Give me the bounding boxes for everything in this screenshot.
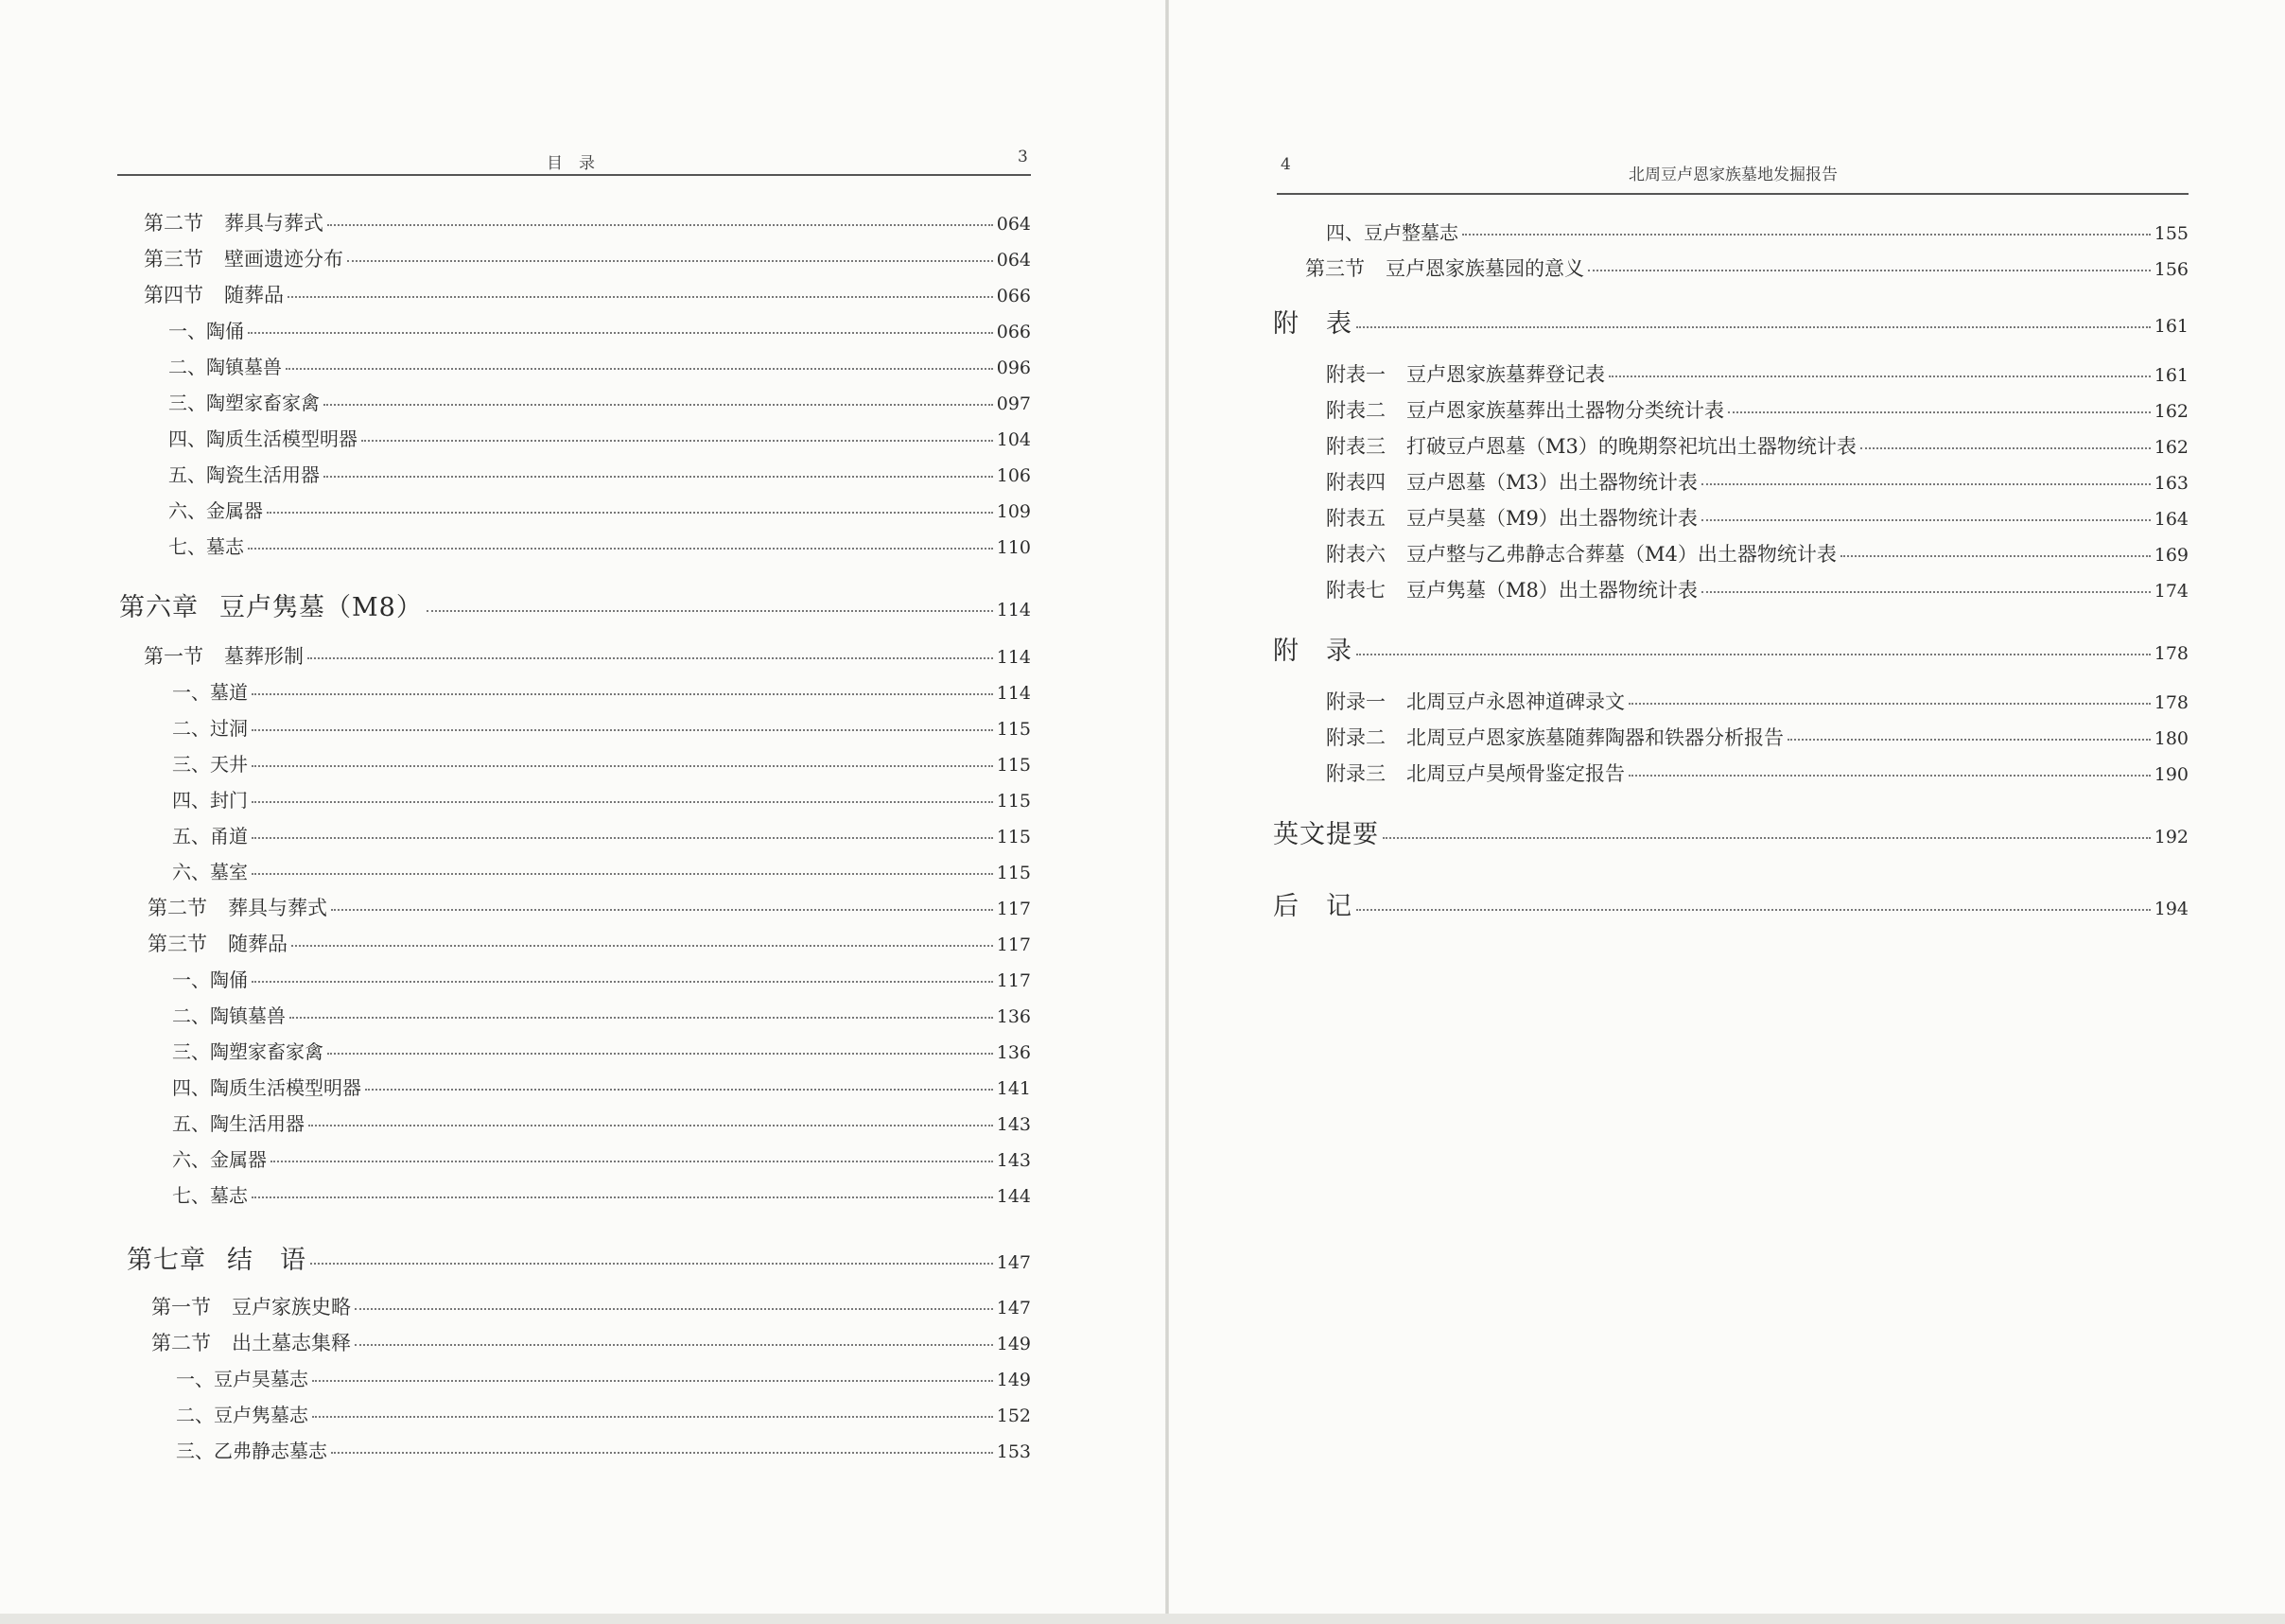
dot-leader [248,548,993,550]
toc-entry-label [172,965,248,992]
toc-entry [168,424,1031,451]
toc-entry [148,893,1031,921]
toc-entry-page-number: 149 [996,1370,1031,1390]
toc-entry [172,857,1031,884]
toc-entry-number: 附表五 [1326,507,1386,530]
toc-entry-label [1326,431,1857,460]
toc-entry-title: 豆卢隽墓（M8）出土器物统计表 [1406,579,1698,602]
toc-entry-title: 二、豆卢隽墓志 [176,1404,308,1426]
toc-entry [168,352,1031,379]
toc-entry [151,1292,1031,1320]
toc-entry [119,586,1031,623]
toc-entry-page-number: 106 [996,465,1031,486]
toc-entry-page-number: 096 [996,358,1031,378]
dot-leader [252,837,993,839]
toc-entry-label [172,1037,323,1064]
toc-entry-number: 附录二 [1326,726,1386,749]
toc-entry-number: 附录一 [1326,690,1386,713]
toc-entry-number: 第七章 [127,1246,206,1275]
right-header-title: 北周豆卢恩家族墓地发掘报告 [1629,166,1838,184]
dot-leader [1629,775,2151,777]
toc-entry-title: 一、墓道 [172,681,248,704]
toc-entry-page-number: 143 [996,1114,1031,1135]
dot-leader [252,693,993,695]
toc-entry [172,749,1031,777]
toc-entry-label [172,857,248,884]
right-header-rule [1277,193,2189,195]
dot-leader [1629,703,2151,705]
right-page [1169,0,2285,1608]
toc-entry-page-number: 178 [2154,692,2189,713]
toc-entry-label [144,208,323,236]
toc-entry-title: 北周豆卢恩家族墓随葬陶器和铁器分析报告 [1406,726,1784,749]
toc-entry [176,1400,1031,1427]
toc-entry-number: 附表四 [1326,471,1386,494]
toc-entry-number: 附录三 [1326,762,1386,785]
toc-entry-page-number: 097 [996,393,1031,414]
toc-entry-title: 豆卢恩家族墓园的意义 [1386,257,1584,280]
left-page-number: 3 [1018,148,1028,166]
scan-bottom-edge [0,1614,2285,1624]
toc-entry-title: 五、陶瓷生活用器 [168,463,320,486]
toc-entry-page-number: 149 [996,1334,1031,1354]
toc-entry-label [176,1364,308,1391]
toc-entry-label [1273,303,1352,340]
toc-entry-page-number: 178 [2154,643,2189,664]
dot-leader [1609,375,2151,377]
toc-entry-title: 出土墓志集释 [232,1332,351,1354]
dot-leader [310,1263,993,1265]
toc-entry-label [1326,723,1784,751]
toc-entry-title: 葬具与葬式 [228,897,327,919]
toc-entry-page-number: 141 [996,1078,1031,1099]
dot-leader [312,1416,993,1418]
toc-entry-page-number: 143 [996,1150,1031,1171]
toc-entry-page-number: 192 [2154,827,2189,847]
toc-entry-page-number: 066 [996,286,1031,306]
toc-entry [148,929,1031,957]
toc-entry-label [148,893,327,921]
toc-entry-page-number: 115 [996,863,1031,883]
toc-entry-number: 附表一 [1326,363,1386,386]
dot-leader [289,1017,993,1019]
toc-entry-number: 第二节 [144,212,203,235]
toc-entry-label [172,1073,361,1100]
toc-entry [1326,395,2189,424]
toc-entry-label [1326,218,1458,245]
toc-entry-title: 豆卢家族史略 [232,1296,351,1318]
toc-entry-title: 豆卢昊墓（M9）出土器物统计表 [1406,507,1698,530]
toc-entry-label [127,1239,306,1276]
toc-entry-page-number: 180 [2154,728,2189,749]
toc-entry [1326,218,2189,245]
toc-entry-title: 随葬品 [228,933,288,955]
toc-entry-label [172,1144,267,1172]
toc-entry [168,460,1031,487]
dot-leader [355,1308,993,1310]
dot-leader [1462,234,2151,236]
toc-entry-title: 三、陶塑家畜家禽 [168,392,320,414]
toc-entry-page-number: 117 [996,970,1031,991]
dot-leader [1860,447,2151,449]
toc-entry-title: 一、豆卢昊墓志 [176,1368,308,1390]
toc-entry-title: 豆卢恩家族墓葬登记表 [1406,363,1605,386]
toc-entry [127,1239,1031,1276]
toc-entry-label [144,641,304,670]
toc-entry-page-number: 152 [996,1406,1031,1426]
toc-entry-label [168,532,244,559]
dot-leader [248,332,993,334]
toc-entry-page-number: 115 [996,791,1031,812]
toc-entry-page-number: 161 [2154,316,2189,337]
toc-entry-label [1326,467,1698,496]
toc-entry-page-number: 144 [996,1186,1031,1207]
toc-entry [1273,303,2189,340]
toc-entry [1273,813,2189,850]
toc-entry [1326,467,2189,496]
toc-entry [172,677,1031,705]
toc-entry-page-number: 162 [2154,401,2189,422]
dot-leader [1701,591,2151,593]
dot-leader [312,1380,993,1382]
toc-entry-page-number: 114 [996,600,1031,620]
toc-entry-number: 第一节 [144,645,203,668]
toc-entry-label [168,388,320,415]
toc-entry-title: 四、封门 [172,789,248,812]
dot-leader [286,368,993,370]
toc-entry-number: 第二节 [148,897,207,919]
toc-entry-title: 五、甬道 [172,825,248,847]
toc-entry-label [119,586,423,623]
toc-entry-page-number: 114 [996,683,1031,704]
toc-entry [1326,759,2189,787]
toc-entry [144,244,1031,272]
dot-leader [355,1344,993,1346]
toc-entry [172,1109,1031,1136]
toc-entry-label [168,496,263,523]
toc-entry-label [1326,359,1605,388]
toc-entry-page-number: 114 [996,647,1031,668]
dot-leader [327,224,993,226]
toc-entry-label [1326,539,1837,568]
toc-entry-title: 六、墓室 [172,861,248,883]
toc-entry-page-number: 163 [2154,473,2189,494]
toc-entry-title: 五、陶生活用器 [172,1112,305,1135]
dot-leader [323,476,993,478]
toc-entry-title: 北周豆卢永恩神道碑录文 [1406,690,1625,713]
left-header-title: 目 录 [547,154,595,173]
toc-entry-label [168,460,320,487]
toc-entry-page-number: 117 [996,934,1031,955]
toc-entry [172,1180,1031,1208]
toc-entry [168,388,1031,415]
toc-entry [168,496,1031,523]
toc-entry-label [151,1292,351,1320]
right-page-number: 4 [1281,155,1291,174]
toc-entry-title: 豆卢恩墓（M3）出土器物统计表 [1406,471,1698,494]
toc-entry-label [1273,885,1352,922]
toc-entry-page-number: 174 [2154,581,2189,602]
toc-entry-page-number: 194 [2154,899,2189,919]
toc-entry-title: 三、天井 [172,753,248,776]
toc-entry-title: 一、陶俑 [168,320,244,342]
toc-entry-number: 第六章 [119,593,199,622]
toc-entry-page-number: 147 [996,1252,1031,1273]
dot-leader [361,440,993,442]
toc-entry-page-number: 161 [2154,365,2189,386]
toc-entry [172,1001,1031,1028]
dot-leader [288,296,993,298]
toc-entry-page-number: 169 [2154,545,2189,566]
toc-entry-label [1273,630,1352,667]
dot-leader [1728,411,2151,413]
toc-entry-label [1273,813,1379,850]
toc-entry [1326,723,2189,751]
toc-entry-title: 六、金属器 [172,1148,267,1171]
toc-entry-page-number: 115 [996,755,1031,776]
toc-entry-page-number: 156 [2154,259,2189,280]
dot-leader [252,981,993,983]
dot-leader [252,729,993,731]
toc-entry-number: 第三节 [1305,257,1365,280]
toc-entry-title: 后 记 [1273,892,1352,921]
toc-entry-label [172,1180,248,1208]
dot-leader [267,512,993,514]
dot-leader [365,1089,993,1091]
toc-entry [1326,539,2189,568]
toc-entry-page-number: 064 [996,214,1031,235]
dot-leader [252,765,993,767]
dot-leader [427,610,993,612]
toc-entry-number: 第一节 [151,1296,211,1318]
toc-entry-label [172,821,248,848]
toc-entry-number: 附表七 [1326,579,1386,602]
toc-entry [144,280,1031,308]
toc-entry [172,713,1031,741]
dot-leader [323,404,993,406]
toc-entry-label [168,424,358,451]
toc-entry [1273,630,2189,667]
toc-entry-number: 第三节 [148,933,207,955]
toc-entry-page-number: 155 [2154,223,2189,244]
toc-entry-title: 附 表 [1273,309,1352,339]
dot-leader [252,873,993,875]
toc-entry-number: 第三节 [144,248,203,271]
toc-entry-label [1326,759,1625,787]
toc-entry [172,1073,1031,1100]
toc-entry [1326,431,2189,460]
toc-entry [1326,687,2189,715]
toc-entry-title: 四、陶质生活模型明器 [172,1076,361,1099]
dot-leader [1383,837,2151,839]
toc-entry-number: 第二节 [151,1332,211,1354]
toc-entry [172,1144,1031,1172]
dot-leader [1356,909,2151,911]
toc-entry-title: 英文提要 [1273,820,1379,849]
toc-entry-number: 附表三 [1326,435,1386,458]
toc-entry-title: 葬具与葬式 [224,212,323,235]
dot-leader [1356,654,2151,655]
left-header-rule [117,174,1031,176]
toc-entry-label [168,316,244,343]
toc-entry-label [172,1001,286,1028]
toc-entry [1326,359,2189,388]
toc-entry-label [1326,575,1698,603]
toc-entry-title: 二、陶镇墓兽 [168,356,282,378]
toc-entry-title: 二、陶镇墓兽 [172,1004,286,1027]
dot-leader [291,945,993,947]
toc-entry-title: 二、过洞 [172,717,248,740]
dot-leader [252,1196,993,1198]
toc-entry-page-number: 117 [996,899,1031,919]
toc-entry-number: 附表六 [1326,543,1386,566]
toc-entry-label [151,1328,351,1356]
toc-entry-label [148,929,288,957]
dot-leader [308,1125,993,1126]
toc-entry [176,1364,1031,1391]
dot-leader [331,909,993,911]
toc-entry-title: 结 语 [227,1246,306,1275]
toc-entry [1326,575,2189,603]
toc-entry [172,1037,1031,1064]
toc-entry-title: 壁画遗迹分布 [224,248,343,271]
toc-entry-title: 豆卢整与乙弗静志合葬墓（M4）出土器物统计表 [1406,543,1837,566]
toc-entry-number: 附表二 [1326,399,1386,422]
toc-entry-title: 四、豆卢整墓志 [1326,221,1458,244]
toc-entry-label [144,244,343,272]
toc-entry-title: 三、陶塑家畜家禽 [172,1040,323,1063]
toc-entry-title: 附 录 [1273,637,1352,666]
dot-leader [1701,519,2151,521]
toc-entry-page-number: 147 [996,1298,1031,1318]
toc-entry-label [1305,253,1584,282]
toc-entry-page-number: 066 [996,322,1031,342]
dot-leader [331,1452,993,1454]
toc-entry-title: 一、陶俑 [172,969,248,991]
toc-entry-title: 打破豆卢恩墓（M3）的晚期祭祀坑出土器物统计表 [1406,435,1857,458]
toc-entry-title: 墓葬形制 [224,645,304,668]
toc-entry-title: 豆卢隽墓（M8） [219,593,423,622]
toc-entry [1305,253,2189,282]
toc-entry [168,316,1031,343]
toc-entry-title: 四、陶质生活模型明器 [168,428,358,450]
toc-entry-page-number: 153 [996,1441,1031,1462]
toc-entry-title: 北周豆卢昊颅骨鉴定报告 [1406,762,1625,785]
dot-leader [327,1053,993,1055]
toc-entry-title: 随葬品 [224,284,284,306]
toc-entry-number: 第四节 [144,284,203,306]
dot-leader [1840,555,2151,557]
toc-entry-label [144,280,284,308]
toc-entry [168,532,1031,559]
toc-entry-page-number: 064 [996,250,1031,271]
toc-entry-page-number: 136 [996,1006,1031,1027]
toc-entry-title: 豆卢恩家族墓葬出土器物分类统计表 [1406,399,1724,422]
toc-entry-label [1326,503,1698,532]
toc-entry [151,1328,1031,1356]
toc-entry-page-number: 162 [2154,437,2189,458]
toc-entry-label [172,1109,305,1136]
dot-leader [307,657,993,659]
toc-entry-label [168,352,282,379]
toc-entry [1273,885,2189,922]
toc-entry-page-number: 115 [996,719,1031,740]
toc-entry-page-number: 110 [996,537,1031,558]
dot-leader [270,1161,993,1162]
toc-entry-label [172,713,248,741]
dot-leader [347,260,993,262]
toc-entry-page-number: 109 [996,501,1031,522]
toc-entry-label [172,749,248,777]
toc-entry-title: 三、乙弗静志墓志 [176,1440,327,1462]
toc-entry-page-number: 136 [996,1042,1031,1063]
toc-entry-page-number: 115 [996,827,1031,847]
toc-entry [1326,503,2189,532]
toc-entry [172,965,1031,992]
toc-entry-label [172,785,248,812]
toc-entry [172,785,1031,812]
dot-leader [1588,270,2151,271]
toc-entry-title: 六、金属器 [168,499,263,522]
toc-entry-title: 七、墓志 [172,1184,248,1207]
dot-leader [1788,739,2151,741]
dot-leader [1701,483,2151,485]
toc-entry-label [1326,395,1724,424]
toc-entry-label [176,1436,327,1463]
toc-entry-label [172,677,248,705]
toc-entry-label [176,1400,308,1427]
toc-entry-label [1326,687,1625,715]
dot-leader [1356,326,2151,328]
toc-entry [176,1436,1031,1463]
toc-entry-page-number: 164 [2154,509,2189,530]
toc-entry-page-number: 190 [2154,764,2189,785]
toc-entry [144,641,1031,670]
toc-entry [172,821,1031,848]
toc-entry-title: 七、墓志 [168,535,244,558]
toc-entry-page-number: 104 [996,429,1031,450]
dot-leader [252,801,993,803]
toc-entry [144,208,1031,236]
